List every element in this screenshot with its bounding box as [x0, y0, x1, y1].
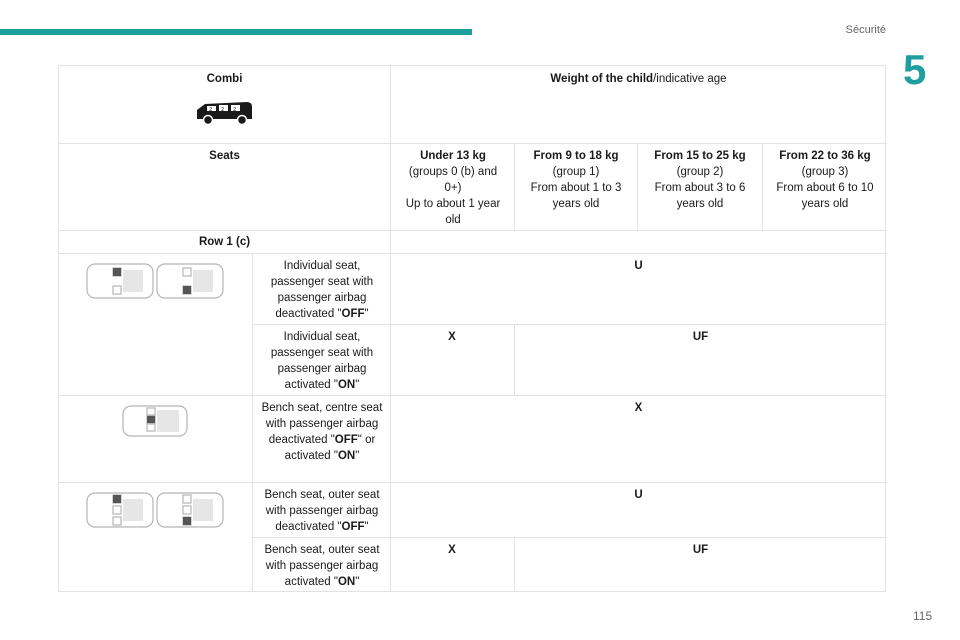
row-individual-on-value-uf: UF	[692, 331, 709, 343]
svg-text:2: 2	[221, 107, 225, 113]
group-15-25: From 15 to 25 kg (group 2) From about 3 to 6 years old	[654, 150, 746, 210]
row-individual-off-desc: Individual seat, passenger seat with passenger airbag deactivated "OFF"	[270, 260, 374, 320]
row-bench-centre-value: X	[634, 402, 643, 414]
group-under-13: Under 13 kg (groups 0 (b) and 0+) Up to about 1 year old	[405, 150, 501, 226]
group-22-36: From 22 to 36 kg (group 3) From about 6 to 10 years old	[776, 150, 874, 210]
row-individual-on-value-x: X	[448, 331, 456, 343]
row-bench-outer-off-desc: Bench seat, outer seat with passenger airbag deactivated "OFF"	[264, 489, 380, 533]
row-individual-off-value: U	[634, 260, 643, 272]
chapter-accent-bar	[0, 29, 472, 35]
row-bench-centre-desc: Bench seat, centre seat with passenger airbag deactivated "OFF" or activated "ON"	[261, 402, 383, 462]
row-bench-outer-off-value: U	[634, 489, 643, 501]
section-title: Sécurité	[845, 24, 886, 36]
van-side-icon	[195, 99, 255, 127]
page-number: 115	[913, 609, 933, 623]
row-individual-on-desc: Individual seat, passenger seat with passenger airbag activated "ON"	[270, 331, 374, 391]
row-bench-outer-on-value-uf: UF	[692, 544, 709, 556]
row-bench-outer-on-desc: Bench seat, outer seat with passenger airbag activated "ON"	[264, 544, 380, 588]
model-label: Combi	[206, 73, 243, 85]
row-label: Row 1 (c)	[198, 236, 251, 248]
weight-header: Weight of the child/indicative age	[550, 73, 727, 85]
svg-text:2: 2	[233, 107, 237, 113]
seat-layout-icon	[85, 262, 225, 300]
seats-label: Seats	[209, 150, 240, 162]
row-bench-outer-on-value-x: X	[448, 544, 456, 556]
group-9-18: From 9 to 18 kg (group 1) From about 1 to 3 years old	[530, 150, 622, 210]
seat-layout-icon	[121, 404, 189, 438]
svg-text:2: 2	[209, 107, 213, 113]
seat-layout-icon	[85, 491, 225, 529]
child-seat-table	[58, 65, 886, 592]
chapter-number: 5	[903, 46, 927, 93]
